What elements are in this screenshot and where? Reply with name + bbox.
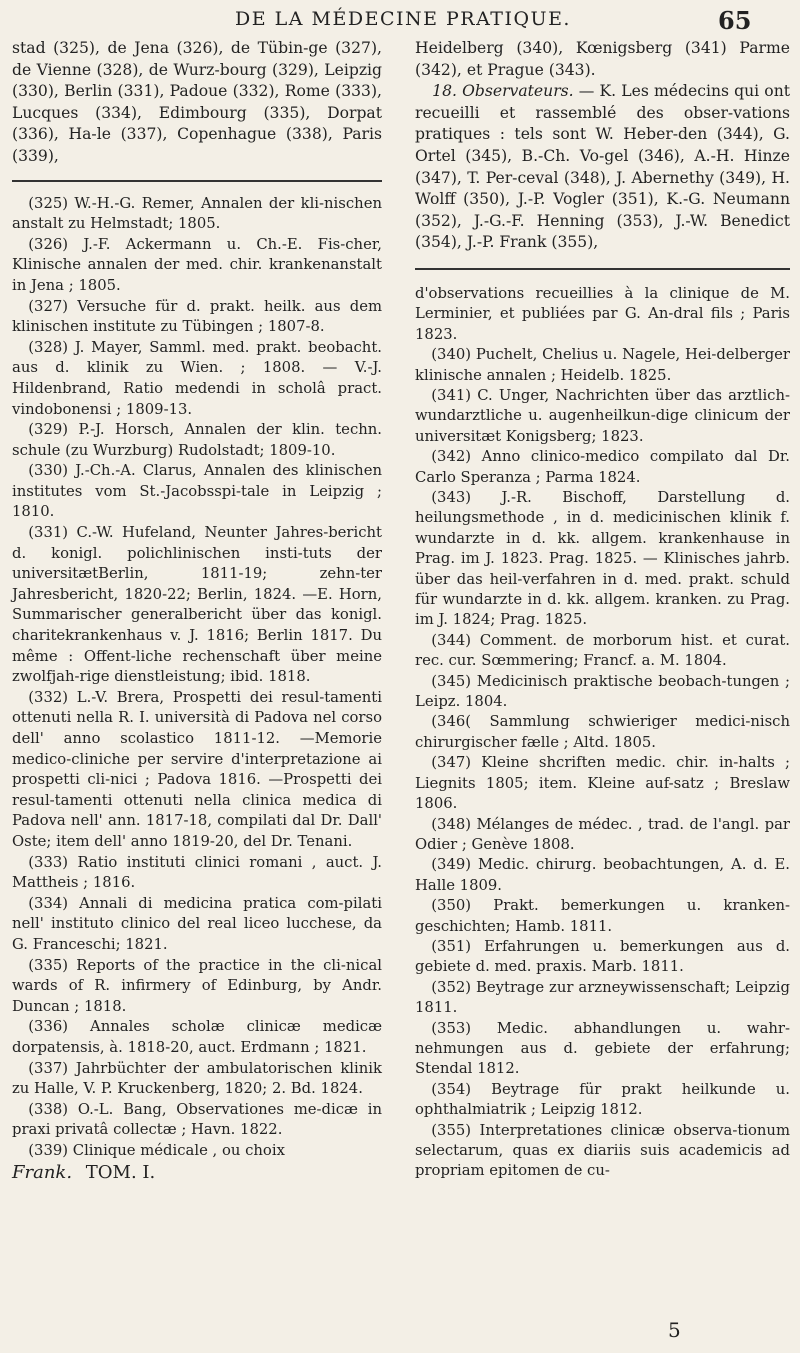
footnote-339-continued: d'observations recueillies à la clinique de M. Lerminier, et publiées par G. An-dral fils ; Paris 1823. bbox=[415, 284, 790, 343]
footnote-346: (346( Sammlung schwieriger medici-nisch chirurgischer fælle ; Altd. 1805. bbox=[415, 713, 790, 751]
footnote-338: (338) O.-L. Bang, Observationes me-dicæ in praxi privatâ collectæ ; Havn. 1822. bbox=[12, 1100, 382, 1139]
page-number: 65 bbox=[718, 6, 752, 35]
footnote-347: (347) Kleine shcriften medic. chir. in-halts ; Liegnits 1805; item. Kleine auf-satz ; Breslaw 1806. bbox=[415, 754, 790, 813]
footnote-343: (343) J.-R. Bischoff, Darstellung d. heilungsmethode , in d. medicinischen klinik f. wundarzte in d. kk. allgem. krankenhause in Prag. im J. 1823. Prag. 1825. — Klinisches jahrb. über das heil-verfahren in d. med. prakt. schuld für wundarzte in d. kk. allgem. kranken. zu Prag. im J. 1824; Prag. 1825. bbox=[415, 489, 790, 629]
right-footnote-rule bbox=[415, 268, 790, 270]
catchword: Frank. bbox=[12, 1162, 73, 1184]
footnote-328: (328) J. Mayer, Samml. med. prakt. beobacht. aus d. klinik zu Wien. ; 1808. — V.-J. Hildenbrand, Ratio medendi in scholâ pract. vindobonensi ; 1809-13. bbox=[12, 338, 382, 418]
section-heading: 18. Observateurs. bbox=[432, 82, 574, 101]
printer-signature: 5 bbox=[668, 1318, 681, 1342]
footnote-355: (355) Interpretationes clinicæ observa-tionum selectarum, quas ex diariis suis academicis ad propriam epitomen de cu- bbox=[415, 1121, 790, 1180]
observateurs-paragraph bbox=[415, 81, 790, 254]
footnote-344: (344) Comment. de morborum hist. et curat. rec. cur. Sœmmering; Francf. a. M. 1804. bbox=[415, 631, 790, 670]
footnote-330: (330) J.-Ch.-A. Clarus, Annalen des klinischen institutes vom St.-Jacobsspi-tale in Leipzig ; 1810. bbox=[12, 462, 382, 521]
footnote-325: (325) W.-H.-G. Remer, Annalen der kli-nischen anstalt zu Helmstadt; 1805. bbox=[12, 194, 382, 233]
right-intro-text: Heidelberg (340), Kœnigsberg (341) Parme (342), et Prague (343). bbox=[415, 39, 790, 79]
page-header bbox=[0, 4, 800, 38]
footnote-336: (336) Annales scholæ clinicæ medicæ dorpatensis, à. 1818-20, auct. Erdmann ; 1821. bbox=[12, 1018, 382, 1056]
footnote-331: (331) C.-W. Hufeland, Neunter Jahres-bericht d. konigl. polichlinischen insti-tuts der universitætBerlin, 1811-19; zehn-ter Jahresbericht, 1820-22; Berlin, 1824. —E. Horn, Summarischer generalbericht über das konigl. charitekrankenhaus v. J. 1816; Berlin 1817. Du même : Offent-liche rechenschaft über meine zwolfjah-rige dienstleistung; ibid. 1818. bbox=[12, 524, 382, 686]
footnote-333: (333) Ratio instituti clinici romani , auct. J. Mattheis ; 1816. bbox=[12, 853, 382, 892]
signature-line bbox=[12, 1161, 382, 1185]
volume-mark: TOM. I. bbox=[85, 1162, 156, 1184]
footnote-329: (329) P.-J. Horsch, Annalen der klin. techn. schule (zu Wurzburg) Rudolstadt; 1809-10. bbox=[12, 421, 382, 459]
right-column bbox=[415, 38, 790, 1182]
footnote-348: (348) Mélanges de médec. , trad. de l'angl. par Odier ; Genève 1808. bbox=[415, 815, 790, 853]
running-head: DE LA MÉDECINE PRATIQUE. bbox=[235, 8, 571, 30]
section-text: — K. Les médecins qui ont recueilli et rassemblé des obser-vations pratiques : tels sont W. Heber-den (344), G. Ortel (345), B.-Ch. Vo-gel (346), A.-H. Hinze (347), T. Per-ceval (348), J. Abernethy (349), H. Wolff (350), J.-P. Vogler (351), K.-G. Neumann (352), J.-G.-F. Henning (353), J.-W. Benedict (354), J.-P. Frank (355), bbox=[415, 82, 791, 252]
left-footnotes bbox=[12, 194, 382, 1162]
footnote-349: (349) Medic. chirurg. beobachtungen, A. d. E. Halle 1809. bbox=[415, 856, 790, 894]
footnote-341: (341) C. Unger, Nachrichten über das arztlich-wundarztliche u. augenheilkun-dige clinicum der universitæt Konigsberg; 1823. bbox=[415, 386, 790, 445]
left-column bbox=[12, 38, 382, 1185]
left-intro-text: stad (325), de Jena (326), de Tübin-ge (327), de Vienne (328), de Wurz-bourg (329), Leipzig (330), Berlin (331), Padoue (332), Rome (333), Lucques (334), Edimbourg (335), Dorpat (336), Ha-le (337), Copenhague (338), Paris (339), bbox=[12, 39, 382, 165]
footnote-354: (354) Beytrage für prakt heilkunde u. ophthalmiatrik ; Leipzig 1812. bbox=[415, 1080, 790, 1119]
footnote-335: (335) Reports of the practice in the cli-nical wards of R. infirmery of Edinburg, by Andr. Duncan ; 1818. bbox=[12, 956, 382, 1015]
footnote-326: (326) J.-F. Ackermann u. Ch.-E. Fis-cher, Klinische annalen der med. chir. krankenanstalt in Jena ; 1805. bbox=[12, 235, 382, 294]
right-footnotes bbox=[415, 284, 790, 1182]
footnote-352: (352) Beytrage zur arzneywissenschaft; Leipzig 1811. bbox=[415, 978, 790, 1017]
footnote-345: (345) Medicinisch praktische beobach-tungen ; Leipz. 1804. bbox=[415, 672, 790, 711]
footnote-339: (339) Clinique médicale , ou choix bbox=[28, 1141, 285, 1159]
footnote-342: (342) Anno clinico-medico compilato dal Dr. Carlo Speranza ; Parma 1824. bbox=[415, 448, 790, 486]
footnote-340: (340) Puchelt, Chelius u. Nagele, Hei-delberger klinische annalen ; Heidelb. 1825. bbox=[415, 346, 790, 384]
footnote-337: (337) Jahrbüchter der ambulatorischen klinik zu Halle, V. P. Kruckenberg, 1820; 2. Bd. 1824. bbox=[12, 1059, 382, 1098]
left-footnote-rule bbox=[12, 180, 382, 182]
footnote-350: (350) Prakt. bemerkungen u. kranken-geschichten; Hamb. 1811. bbox=[415, 897, 790, 935]
footnote-332: (332) L.-V. Brera, Prospetti dei resul-tamenti ottenuti nella R. I. università di Padova nel corso dell' anno scolastico 1811-12. —Memorie medico-cliniche per servire d'interpretazione ai prospetti cli-nici ; Padova 1816. —Prospetti dei resul-tamenti ottenuti nella clinica medica di Padova nell' ann. 1817-18, compilati dal Dr. Dall' Oste; item dell' anno 1819-20, del Dr. Tenani. bbox=[12, 688, 382, 850]
footnote-334: (334) Annali di medicina pratica com-pilati nell' instituto clinico del real liceo lucchese, da G. Franceschi; 1821. bbox=[12, 894, 382, 953]
footnote-353: (353) Medic. abhandlungen u. wahr-nehmungen aus d. gebiete der erfahrung; Stendal 1812. bbox=[415, 1019, 790, 1078]
footnote-327: (327) Versuche für d. prakt. heilk. aus dem klinischen institute zu Tübingen ; 1807-8. bbox=[12, 297, 382, 336]
footnote-351: (351) Erfahrungen u. bemerkungen aus d. gebiete d. med. praxis. Marb. 1811. bbox=[415, 937, 790, 976]
